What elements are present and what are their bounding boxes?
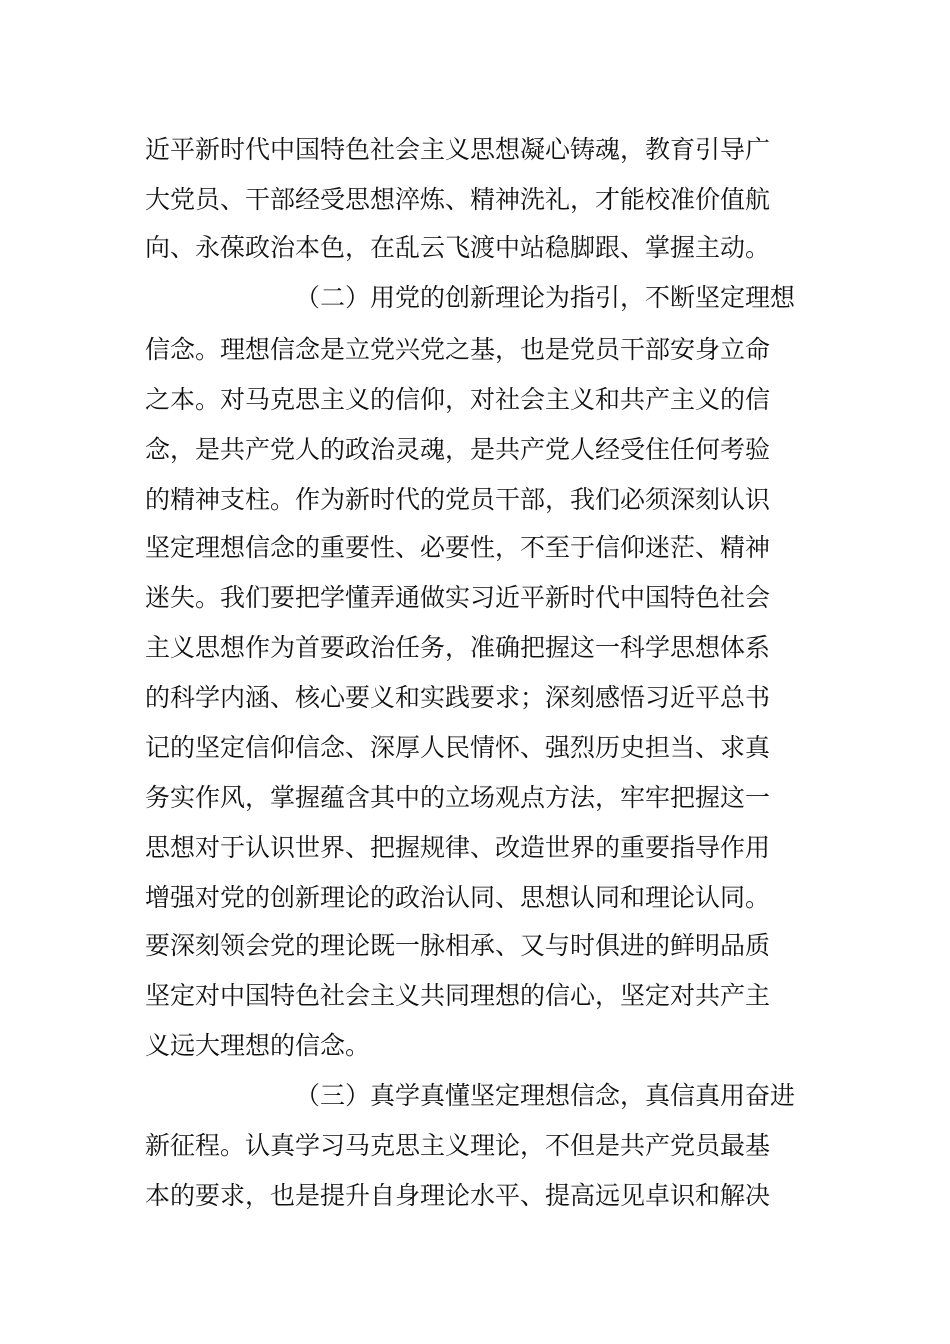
body-text-line: 记的坚定信仰信念、深厚人民情怀、强烈历史担当、求真 — [145, 733, 771, 762]
body-text-line: 近平新时代中国特色社会主义思想凝心铸魂，教育引导广 — [145, 135, 771, 164]
body-text-line: 念，是共产党人的政治灵魂，是共产党人经受住任何考验 — [145, 435, 771, 464]
body-text-line: 向、永葆政治本色，在乱云飞渡中站稳脚跟、掌握主动。 — [145, 233, 771, 262]
body-text-line: 坚定对中国特色社会主义共同理想的信心，坚定对共产主 — [145, 981, 771, 1010]
body-text-line: 大党员、干部经受思想淬炼、精神洗礼，才能校准价值航 — [145, 185, 771, 214]
section-heading-3: （三）真学真懂坚定理想信念，真信真用奋进 — [295, 1081, 796, 1110]
body-text-line: 务实作风，掌握蕴含其中的立场观点方法，牢牢把握这一 — [145, 783, 771, 812]
body-text-line: 义远大理想的信念。 — [145, 1031, 371, 1060]
body-text-line: 主义思想作为首要政治任务，准确把握这一科学思想体系 — [145, 633, 771, 662]
body-text-line: 增强对党的创新理论的政治认同、思想认同和理论认同。 — [145, 883, 771, 912]
section-heading-2: （二）用党的创新理论为指引，不断坚定理想 — [295, 283, 796, 312]
body-text-line: 本的要求，也是提升自身理论水平、提高远见卓识和解决 — [145, 1181, 771, 1210]
body-text-line: 要深刻领会党的理论既一脉相承、又与时俱进的鲜明品质 — [145, 931, 771, 960]
body-text-line: 迷失。我们要把学懂弄通做实习近平新时代中国特色社会 — [145, 583, 771, 612]
body-text-line: 的科学内涵、核心要义和实践要求；深刻感悟习近平总书 — [145, 683, 771, 712]
body-text-line: 的精神支柱。作为新时代的党员干部，我们必须深刻认识 — [145, 485, 771, 514]
body-text-line: 之本。对马克思主义的信仰，对社会主义和共产主义的信 — [145, 385, 771, 414]
body-text-line: 信念。理想信念是立党兴党之基，也是党员干部安身立命 — [145, 335, 771, 364]
body-text-line: 新征程。认真学习马克思主义理论，不但是共产党员最基 — [145, 1131, 771, 1160]
body-text-line: 思想对于认识世界、把握规律、改造世界的重要指导作用 — [145, 833, 771, 862]
body-text-line: 坚定理想信念的重要性、必要性，不至于信仰迷茫、精神 — [145, 533, 771, 562]
